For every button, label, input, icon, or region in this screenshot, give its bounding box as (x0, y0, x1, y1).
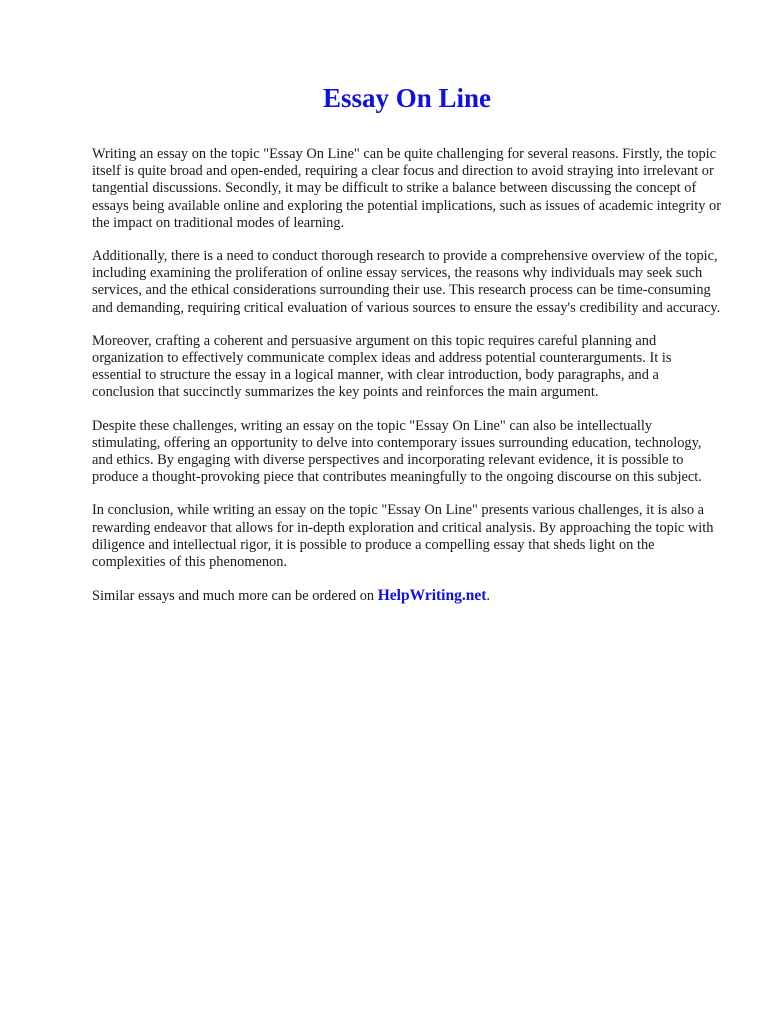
paragraph-4: Despite these challenges, writing an essay on the topic "Essay On Line" can also be intellectually stimulating, offering an opportunity to delve into contemporary issues surrounding education, technology, and ethics. By engaging with diverse perspectives and incorporating relevant evidence, it is possible to produce a thought-provoking piece that contributes meaningfully to the ongoing discourse on this subject. (92, 417, 702, 486)
footer-line (92, 587, 722, 605)
paragraph-3: Moreover, crafting a coherent and persuasive argument on this topic requires careful planning and organization to effectively communicate complex ideas and address potential counterarguments. It is essential to structure the essay in a logical manner, with clear introduction, body paragraphs, and a conclusion that succinctly summarizes the key points and reinforces the main argument. (92, 332, 672, 401)
footer-text: Similar essays and much more can be ordered on (92, 588, 378, 605)
document-page (92, 0, 722, 605)
paragraph-2: Additionally, there is a need to conduct thorough research to provide a comprehensive overview of the topic, including examining the proliferation of online essay services, the reasons why individuals may seek such services, and the ethical considerations surrounding their use. This research process can be time-consuming and demanding, requiring critical evaluation of various sources to ensure the essay's credibility and accuracy. (92, 248, 721, 316)
footer-suffix: . (486, 588, 490, 605)
paragraph-5: In conclusion, while writing an essay on the topic "Essay On Line" presents various challenges, it is also a rewarding endeavor that allows for in-depth exploration and critical analysis. By approaching the topic with diligence and intellectual rigor, it is possible to produce a compelling essay that sheds light on the complexities of this phenomenon. (92, 502, 714, 571)
helpwriting-link[interactable]: HelpWriting.net (377, 587, 487, 605)
document-title: Essay On Line (322, 83, 492, 113)
paragraph-1: Writing an essay on the topic "Essay On Line" can be quite challenging for several reasons. Firstly, the topic itself is quite broad and open-ended, requiring a clear focus and direction to avoid straying into irrelevant or tangential discussions. Secondly, it may be difficult to strike a balance between discussing the concept of essays being available online and exploring the potential implications, such as issues of academic integrity or the impact on traditional modes of learning. (92, 146, 722, 231)
